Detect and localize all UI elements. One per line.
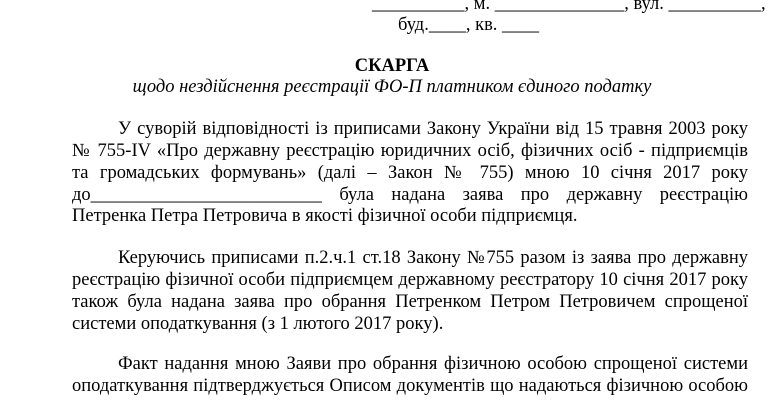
document-subtitle: щодо нездійснення реєстрації ФО-П платником єдиного податку (132, 77, 652, 97)
paragraph-1-line-3: та громадських формувань» (далі – Закон № 755) мною 10 січня 2017 року (72, 163, 748, 183)
paragraph-2-line-3: також була надана заява про обрання Петренком Петром Петровичем спрощеної (72, 292, 748, 312)
paragraph-1-line-1: У суворій відповідності із приписами Закону України від 15 травня 2003 року (118, 119, 748, 139)
paragraph-3-line-2: оподаткування підтверджується Описом документів що надаються фізичною особою (72, 376, 748, 396)
address-line-2: буд.____, кв. ____ (398, 15, 540, 35)
paragraph-1-line-4: до_________________________ була надана заява про державну реєстрацію (72, 185, 748, 205)
paragraph-1-line-5: Петренка Петра Петровича в якості фізичної особи підприємця. (72, 206, 578, 226)
paragraph-2-line-1: Керуючись приписами п.2.ч.1 ст.18 Закону №755 разом із заява про державну (118, 248, 748, 268)
paragraph-1-line-2: № 755-IV «Про державну реєстрацію юридичних осіб, фізичних осіб - підприємців (72, 141, 748, 161)
address-line-1: __________, м. ______________, вул. __________, (372, 0, 766, 14)
document-title: СКАРГА (354, 56, 430, 76)
paragraph-2-line-2: реєстрацію фізичної особи підприємцем державному реєстратору 10 січня 2017 року (72, 270, 748, 290)
paragraph-3-line-1: Факт надання мною Заяви про обрання фізичною особою спрощеної системи (118, 354, 748, 374)
paragraph-2-line-4: системи оподаткування (з 1 лютого 2017 року). (72, 314, 444, 334)
